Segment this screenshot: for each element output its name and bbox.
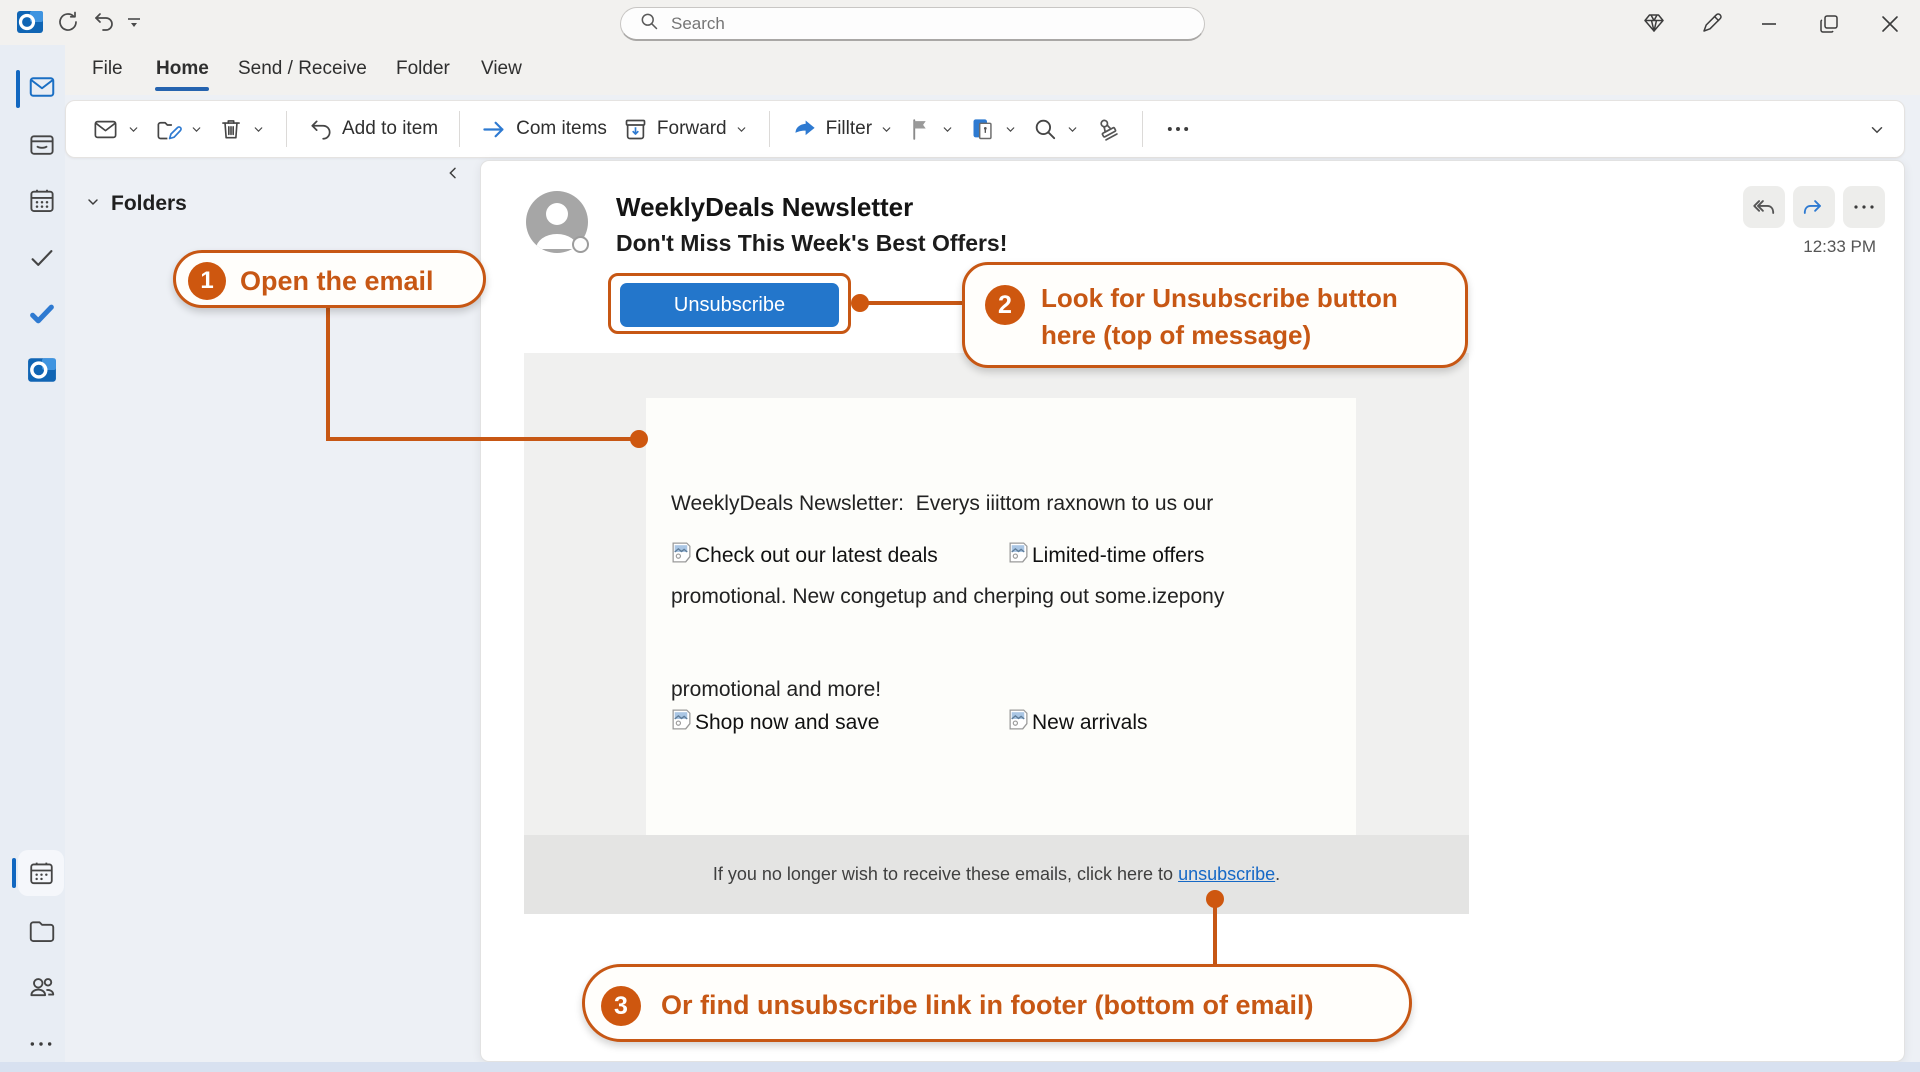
chevron-down-icon[interactable] (1066, 123, 1079, 136)
chevron-down-icon (85, 194, 101, 215)
step2-text: Look for Unsubscribe button here (top of message) (1041, 283, 1398, 350)
broken-image-icon (671, 708, 692, 737)
broken-image-link[interactable] (671, 708, 879, 737)
com-items-label: Com items (516, 118, 607, 139)
rail-outlook-icon[interactable] (27, 355, 57, 390)
forward-label: Forward (656, 118, 727, 139)
chevron-down-icon[interactable] (190, 123, 203, 136)
reply-all-button[interactable] (1743, 186, 1785, 228)
folders-header[interactable] (85, 192, 187, 216)
footer-text-end: . (1275, 864, 1281, 884)
broken-image-link[interactable] (1008, 708, 1148, 737)
broken-image-link[interactable] (1008, 541, 1204, 570)
step1-connector-vline (326, 306, 330, 441)
rail-mail-icon[interactable] (27, 72, 57, 107)
rail-todo-icon[interactable] (27, 299, 57, 334)
footer-text: If you no longer wish to receive these emails, click here to (712, 864, 1179, 884)
rail-more-icon[interactable] (28, 1036, 54, 1057)
sender-name: WeeklyDeals Newsletter (616, 192, 914, 222)
search-input[interactable] (671, 14, 1151, 34)
step1-text: Open the email (240, 266, 434, 296)
step2-number-badge: 2 (985, 285, 1025, 325)
rail-calendar2-icon[interactable] (27, 859, 56, 893)
body-line: WeeklyDeals Newsletter: Everys iiittom raxnown to us our (671, 492, 1214, 515)
callout-step1 (173, 250, 486, 308)
chevron-down-icon[interactable] (252, 123, 265, 136)
more-actions-button[interactable] (1843, 186, 1885, 228)
step1-number-badge: 1 (188, 262, 226, 300)
tags-button[interactable] (969, 116, 1017, 143)
step1-connector-dot (630, 430, 648, 448)
new-mail-button[interactable] (92, 116, 140, 143)
filter-label: Fillter (825, 118, 873, 139)
flag-button[interactable] (908, 117, 954, 142)
collapse-ribbon-button[interactable] (1868, 121, 1886, 144)
restore-button[interactable] (1817, 12, 1841, 36)
rail-archive-icon[interactable] (27, 130, 57, 165)
menu-view[interactable]: View (481, 58, 522, 79)
broken-image-link[interactable] (671, 541, 938, 570)
compose-button[interactable] (155, 116, 203, 143)
chevron-down-icon[interactable] (1004, 123, 1017, 136)
rail-folder-icon[interactable] (27, 916, 57, 951)
step1-connector-hline (326, 437, 634, 441)
stamp-button[interactable] (1094, 116, 1121, 143)
toolbar-divider (286, 111, 287, 147)
menubar (0, 50, 1920, 95)
edit-pen-button[interactable] (1700, 11, 1724, 35)
unsubscribe-link[interactable]: unsubscribe (1178, 864, 1276, 884)
more-commands-button[interactable] (1164, 115, 1192, 143)
broken-image-icon (1008, 708, 1029, 737)
chevron-down-icon[interactable] (735, 123, 748, 136)
unsubscribe-highlight-box (608, 273, 851, 334)
search-bar[interactable] (620, 7, 1205, 41)
step3-connector-dot (1206, 890, 1224, 908)
step3-connector-vline (1213, 905, 1217, 967)
broken-image-icon (1008, 541, 1029, 570)
forward-button[interactable] (622, 116, 748, 143)
outlook-logo-icon (16, 8, 44, 36)
chevron-down-icon[interactable] (880, 123, 893, 136)
step3-number-badge: 3 (601, 986, 641, 1026)
com-items-button[interactable] (481, 116, 607, 143)
rail-mail-active-indicator (16, 70, 20, 108)
delete-button[interactable] (218, 116, 265, 142)
body-line: promotional. New congetup and cherping out some.izepony (671, 585, 1225, 608)
email-body-background (524, 353, 1469, 914)
minimize-button[interactable] (1757, 12, 1781, 36)
titlebar (0, 0, 1920, 45)
filter-button[interactable] (791, 116, 893, 143)
image-alt-text: Check out our latest deals (695, 543, 938, 567)
rail-calendar2-active-indicator (12, 858, 16, 888)
menu-home[interactable]: Home (156, 58, 209, 79)
email-footer (524, 835, 1469, 914)
forward-message-button[interactable] (1793, 186, 1835, 228)
menu-folder[interactable]: Folder (396, 58, 450, 79)
add-to-item-button[interactable] (308, 116, 438, 142)
rail-calendar-icon[interactable] (27, 186, 57, 221)
menu-send-receive[interactable]: Send / Receive (238, 58, 367, 79)
add-to-item-label: Add to item (342, 118, 439, 139)
chevron-down-icon[interactable] (941, 123, 954, 136)
email-subject: Don't Miss This Week's Best Offers! (616, 230, 1008, 256)
customize-toolbar-button[interactable] (126, 14, 142, 30)
broken-image-icon (671, 541, 692, 570)
image-alt-text: New arrivals (1032, 710, 1148, 734)
premium-diamond-icon[interactable] (1642, 11, 1666, 35)
sync-button[interactable] (56, 10, 80, 34)
toolbar-divider (459, 111, 460, 147)
folders-title: Folders (111, 192, 187, 215)
search-tool-button[interactable] (1032, 116, 1079, 142)
callout-step3 (582, 964, 1412, 1042)
undo-button[interactable] (92, 10, 116, 34)
menu-file[interactable]: File (92, 58, 123, 79)
callout-step2 (962, 262, 1468, 368)
active-menu-underline (155, 87, 209, 91)
toolbar-divider (769, 111, 770, 147)
avatar-status-badge (572, 236, 589, 253)
image-alt-text: Shop now and save (695, 710, 880, 734)
unsubscribe-button[interactable]: Unsubscribe (620, 283, 839, 327)
close-button[interactable] (1878, 12, 1902, 36)
step2-connector-dot (851, 294, 869, 312)
ribbon-toolbar (65, 100, 1905, 158)
step2-connector-hline (866, 301, 964, 305)
rail-people-icon[interactable] (27, 972, 57, 1007)
toolbar-divider (1142, 111, 1143, 147)
step3-text: Or find unsubscribe link in footer (bottom of email) (661, 990, 1314, 1020)
email-content-box (646, 398, 1356, 835)
search-icon (639, 11, 659, 36)
chevron-down-icon[interactable] (127, 123, 140, 136)
message-timestamp: 12:33 PM (1803, 237, 1876, 256)
bottom-edge-strip (0, 1062, 1920, 1072)
body-line: promotional and more! (671, 678, 882, 701)
collapse-folders-button[interactable] (445, 165, 461, 186)
image-alt-text: Limited-time offers (1032, 543, 1205, 567)
rail-tasks-icon[interactable] (27, 243, 57, 278)
